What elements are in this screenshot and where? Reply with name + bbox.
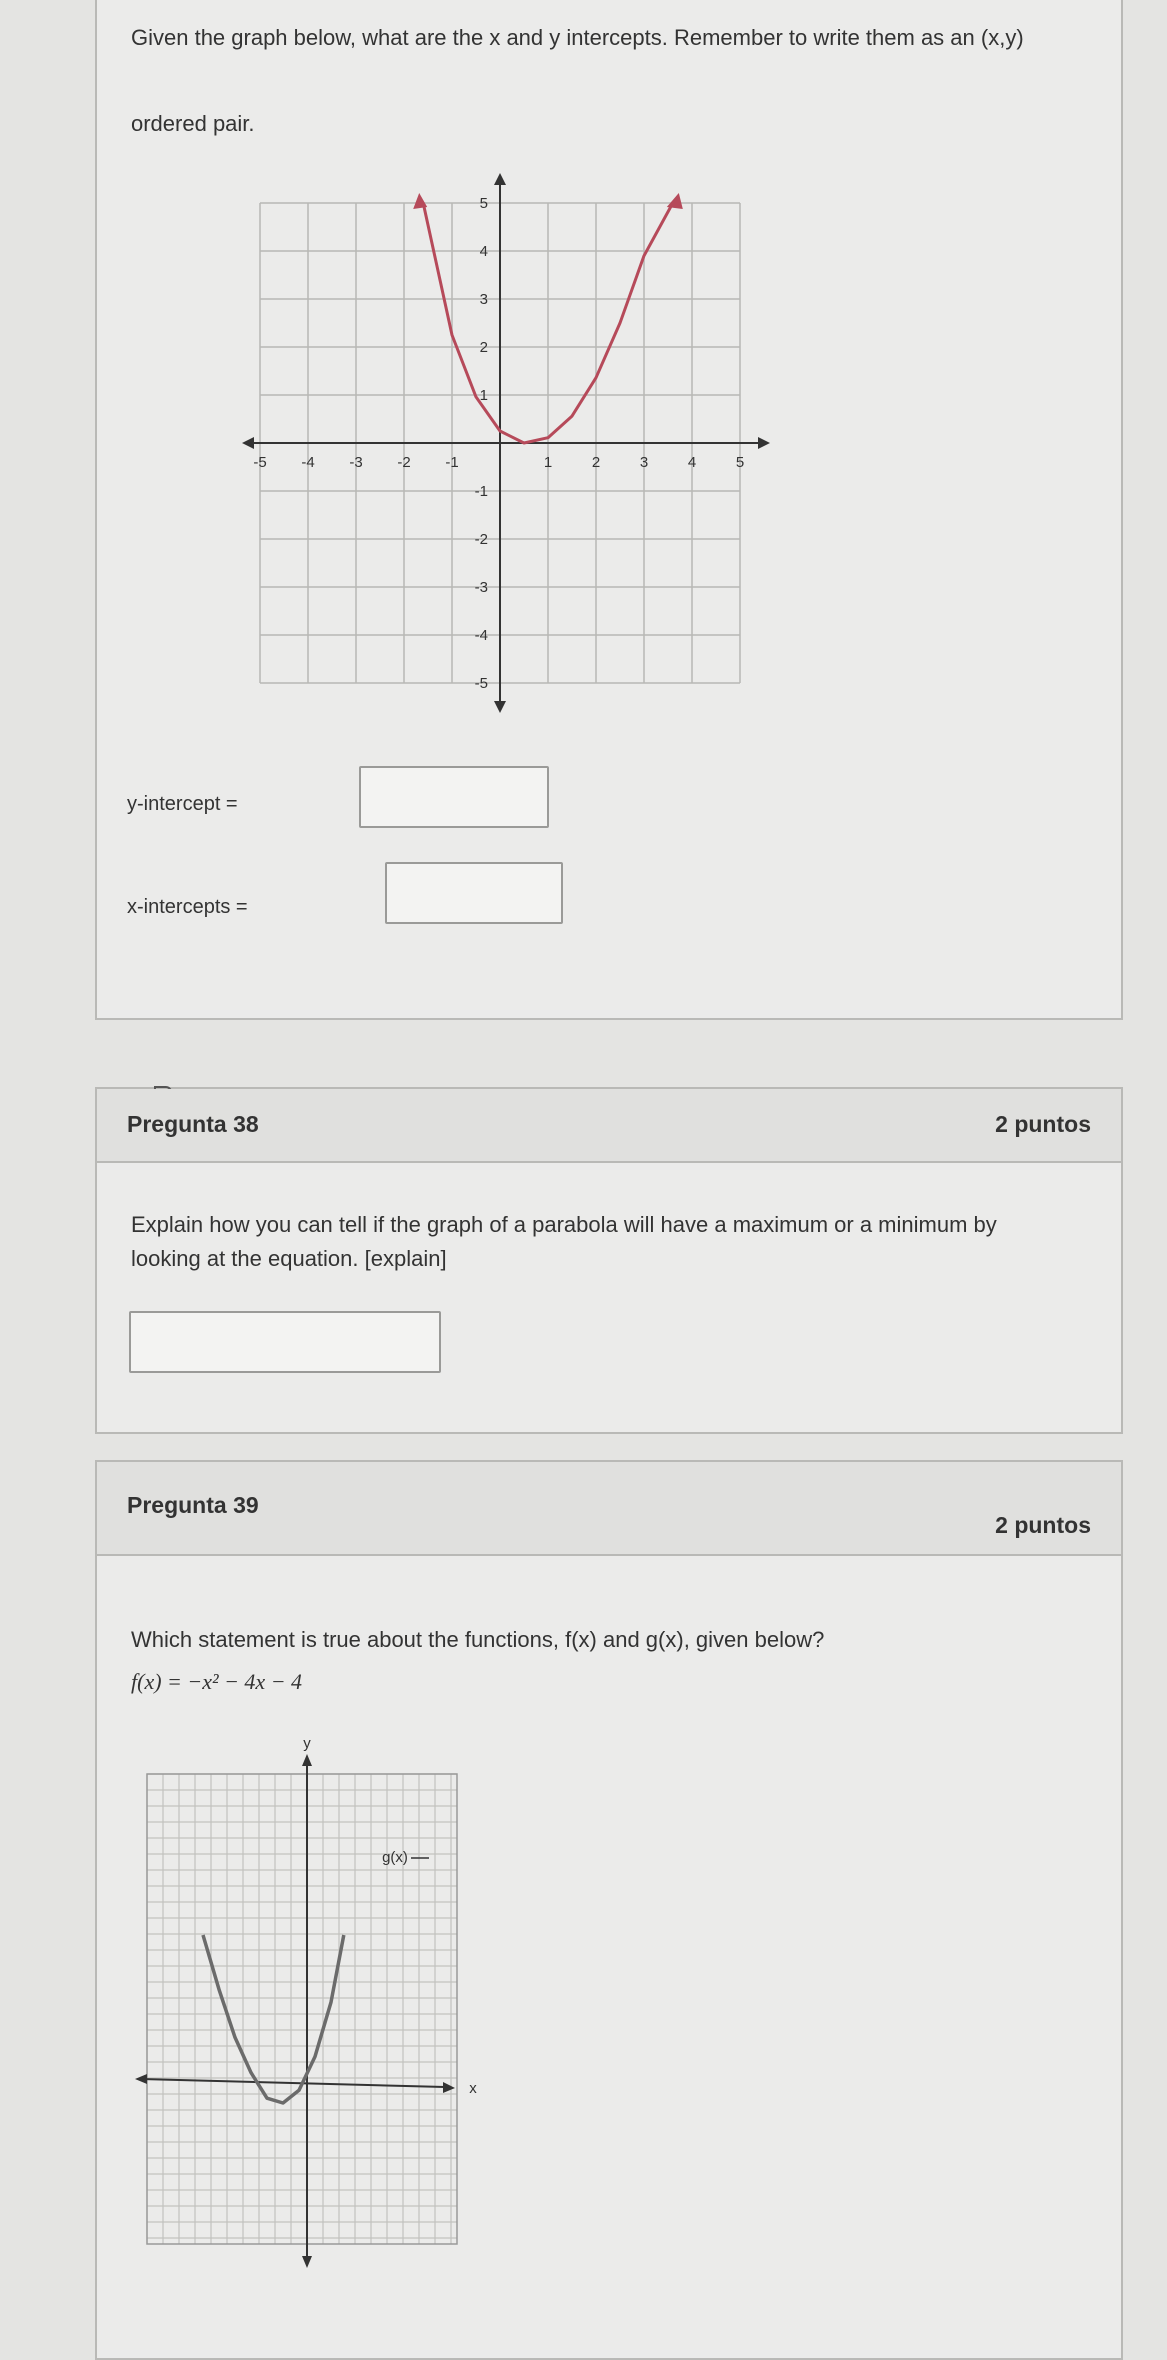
y-tick-label: -4 <box>474 627 488 644</box>
x-axis-arrow <box>135 2074 147 2084</box>
x-tick-label: 2 <box>591 454 601 471</box>
y-intercept-input[interactable] <box>359 766 549 828</box>
x-tick-label: -1 <box>445 454 459 471</box>
curve-arrow <box>413 193 427 209</box>
x-intercepts-label: x-intercepts = <box>127 896 248 918</box>
x-tick-label: 1 <box>543 454 553 471</box>
y-tick-label: -5 <box>474 675 488 692</box>
question-38-title: Pregunta 38 <box>127 1111 259 1137</box>
question-38-points: 2 puntos <box>995 1111 1091 1137</box>
question-39-title: Pregunta 39 <box>127 1492 259 1518</box>
x-tick-label: 3 <box>639 454 649 471</box>
question-38-text-line2: looking at the equation. [explain] <box>131 1246 447 1271</box>
y-tick-label: -2 <box>474 531 488 548</box>
x-axis-arrow <box>758 437 770 449</box>
y-axis-arrow <box>302 2256 312 2268</box>
question-39-points: 2 puntos <box>995 1512 1091 1538</box>
y-tick-label: -3 <box>474 579 488 596</box>
y-tick-label: -1 <box>474 483 488 500</box>
series-label: g(x) <box>382 1849 408 1866</box>
y-intercept-label: y-intercept = <box>127 793 238 815</box>
graph-2-grid <box>147 1774 457 2244</box>
question-38-text-line1: Explain how you can tell if the graph of a parabola will have a maximum or a minimum by <box>131 1212 997 1237</box>
y-axis-label: y <box>303 1735 311 1752</box>
question-37-text-line2: ordered pair. <box>131 111 255 136</box>
question-38-answer-input[interactable] <box>129 1311 441 1373</box>
x-tick-label: -4 <box>301 454 315 471</box>
y-tick-label: 2 <box>479 339 488 356</box>
question-37-card <box>95 0 1123 1020</box>
y-tick-label: 1 <box>479 387 488 404</box>
y-axis-arrow <box>494 701 506 713</box>
x-tick-label: 4 <box>687 454 697 471</box>
y-axis-arrow <box>302 1754 312 1766</box>
question-38-card <box>95 1087 1123 1434</box>
question-39-equation: f(x) = −x² − 4x − 4 <box>131 1669 303 1694</box>
parabola-graph-1 <box>137 158 745 738</box>
curve-arrow <box>667 193 683 209</box>
x-tick-label: -2 <box>397 454 411 471</box>
x-axis-arrow <box>443 2082 455 2093</box>
y-tick-label: 4 <box>479 243 488 260</box>
question-39-header <box>97 1462 1121 1556</box>
x-tick-label: -3 <box>349 454 363 471</box>
x-intercepts-input[interactable] <box>385 862 563 924</box>
graph-1-axes <box>242 173 770 713</box>
question-39-text: Which statement is true about the functions, f(x) and g(x), given below? <box>131 1627 825 1652</box>
question-37-text-line1: Given the graph below, what are the x and y intercepts. Remember to write them as an (x,y) <box>131 25 1024 50</box>
y-tick-label: 3 <box>479 291 488 308</box>
parabola-graph-2 <box>137 1724 477 2284</box>
x-axis-label: x <box>469 2080 477 2097</box>
question-38-header <box>97 1089 1121 1163</box>
y-tick-label: 5 <box>479 195 488 212</box>
y-axis-arrow <box>494 173 506 185</box>
graph-2-axes <box>135 1754 455 2268</box>
x-axis <box>141 2079 445 2087</box>
question-39-card <box>95 1460 1123 2360</box>
x-tick-label: 5 <box>735 454 745 471</box>
x-axis-arrow <box>242 437 254 449</box>
x-tick-label: -5 <box>253 454 267 471</box>
